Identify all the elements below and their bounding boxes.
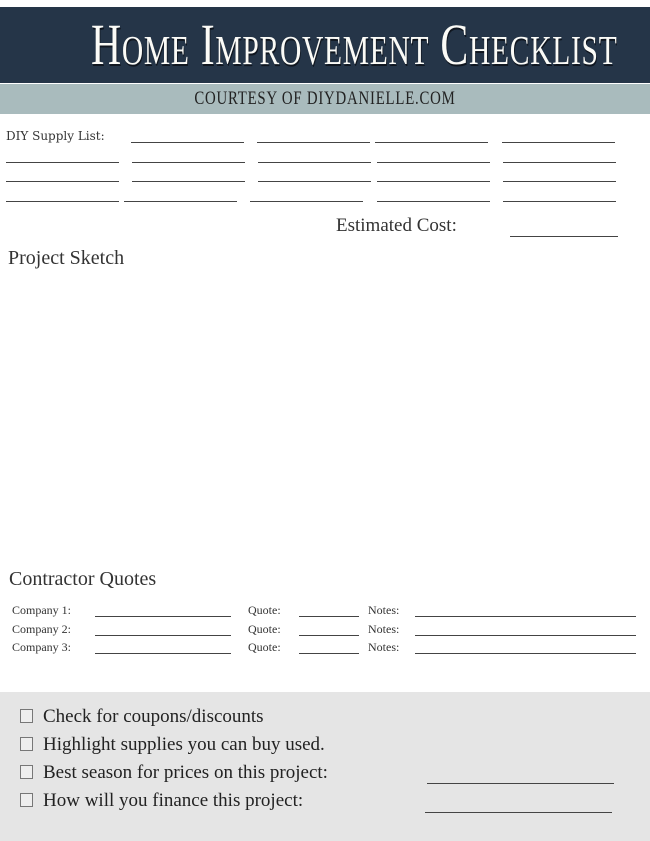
checklist-item[interactable] xyxy=(20,790,303,812)
page-subtitle: COURTESY OF DIYDANIELLE.COM xyxy=(194,88,456,109)
notes-blank[interactable] xyxy=(415,653,636,654)
checklist-item-label: Best season for prices on this project: xyxy=(43,762,328,783)
supply-list-label: DIY Supply List: xyxy=(6,129,105,143)
company-blank[interactable] xyxy=(95,616,231,617)
checklist-item-label: Check for coupons/discounts xyxy=(43,706,264,727)
notes-label: Notes: xyxy=(368,622,400,636)
company-blank[interactable] xyxy=(95,635,231,636)
checkbox-icon[interactable] xyxy=(20,737,33,751)
supply-blank[interactable] xyxy=(124,201,237,202)
checkbox-icon[interactable] xyxy=(20,709,33,723)
checklist-item[interactable] xyxy=(20,762,328,784)
supply-blank[interactable] xyxy=(503,162,616,163)
company-label: Company 3: xyxy=(12,640,71,654)
company-label: Company 2: xyxy=(12,622,71,636)
company-blank[interactable] xyxy=(95,653,231,654)
project-sketch-heading: Project Sketch xyxy=(8,247,125,269)
page-title: Home Improvement Checklist xyxy=(90,12,618,77)
supply-blank[interactable] xyxy=(377,162,490,163)
supply-blank[interactable] xyxy=(503,181,616,182)
checklist-item[interactable] xyxy=(20,706,264,728)
supply-blank[interactable] xyxy=(131,142,244,143)
quote-label: Quote: xyxy=(248,622,281,636)
supply-blank[interactable] xyxy=(377,181,490,182)
supply-blank[interactable] xyxy=(258,162,371,163)
quote-blank[interactable] xyxy=(299,635,359,636)
checklist-item-label: Highlight supplies you can buy used. xyxy=(43,734,325,755)
supply-blank[interactable] xyxy=(377,201,490,202)
notes-label: Notes: xyxy=(368,640,400,654)
checkbox-icon[interactable] xyxy=(20,765,33,779)
supply-blank[interactable] xyxy=(502,142,615,143)
project-sketch-area[interactable] xyxy=(8,278,642,558)
checklist-item-label: How will you finance this project: xyxy=(43,790,304,811)
checkbox-icon[interactable] xyxy=(20,793,33,807)
supply-blank[interactable] xyxy=(503,201,616,202)
supply-blank[interactable] xyxy=(250,201,363,202)
quote-label: Quote: xyxy=(248,640,281,654)
quote-blank[interactable] xyxy=(299,653,359,654)
supply-blank[interactable] xyxy=(6,162,119,163)
checklist-item[interactable] xyxy=(20,734,325,756)
notes-label: Notes: xyxy=(368,603,400,617)
supply-blank[interactable] xyxy=(132,181,245,182)
supply-blank[interactable] xyxy=(132,162,245,163)
supply-blank[interactable] xyxy=(375,142,488,143)
supply-blank[interactable] xyxy=(257,142,370,143)
notes-blank[interactable] xyxy=(415,616,636,617)
company-label: Company 1: xyxy=(12,603,71,617)
notes-blank[interactable] xyxy=(415,635,636,636)
best-season-blank[interactable] xyxy=(427,783,614,784)
quote-label: Quote: xyxy=(248,603,281,617)
finance-blank[interactable] xyxy=(425,812,612,813)
supply-blank[interactable] xyxy=(258,181,371,182)
estimated-cost-label: Estimated Cost: xyxy=(336,215,457,236)
estimated-cost-blank[interactable] xyxy=(510,236,618,237)
supply-blank[interactable] xyxy=(6,201,119,202)
supply-blank[interactable] xyxy=(6,181,119,182)
quote-blank[interactable] xyxy=(299,616,359,617)
contractor-quotes-heading: Contractor Quotes xyxy=(9,568,157,590)
